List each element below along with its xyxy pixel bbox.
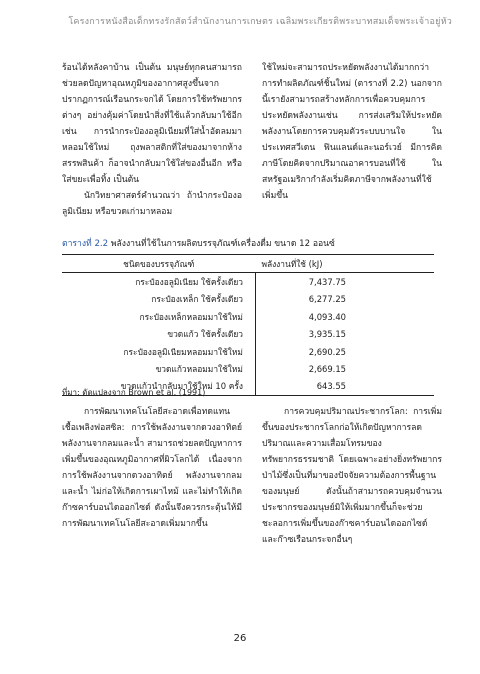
table-label: ตารางที่ 2.2: [62, 239, 109, 249]
bottom-text-columns: [62, 404, 442, 548]
table-cell: ขวดแก้ว ใช้ครั้งเดียว: [62, 326, 255, 343]
paragraph: การพัฒนาเทคโนโลยีสะอาดเพื่อทดแทนเชื้อเพลิงฟอสซิล: การใช้พลังงานจากดวงอาทิตย์ พลังงานจากลมและน้ำ สามารถช่วยลดปัญหาการเพิ่มขึ้นของอุณหภูมิอากาศที่ผิวโลกได้ เนื่องจากการใช้พลังงานจากดวงอาทิตย์ พลังงานจากลมและน้ำ ไม่ก่อให้เกิดการเผาไหม้ และไม่ทำให้เกิดก๊าซคาร์บอนไดออกไซด์ ดังนั้นจึงควรกระตุ้นให้มีการพัฒนาเทคโนโลยีสะอาดเพิ่มมากขึ้น: [62, 407, 242, 529]
table-cell: ขวดแก้วนำกลับมาใช้ใหม่ 10 ครั้ง: [62, 378, 255, 396]
running-header: โครงการหนังสือเด็กทรงรักสัตว์สำนักงานการเกษตร เฉลิมพระเกียรติพระบาทสมเด็จพระเจ้าอยู่หัว: [68, 17, 452, 27]
page-number: 26: [233, 633, 247, 644]
table-cell: 4,093.40: [308, 311, 346, 322]
paragraph: นักวิทยาศาสตร์คำนวณว่า ถ้านำกระป๋องอลูมิเนียม หรือขวดเก่ามาหลอม: [62, 191, 242, 217]
bottom-left-column: [62, 404, 242, 548]
paragraph: การควบคุมปริมาณประชากรโลก: การเพิ่มขึ้นของประชากรโลกก่อให้เกิดปัญหาการลดปริมาณและความเสื่อมโทรมของทรัพยากรธรรมชาติ โดยเฉพาะอย่างยิ่งทรัพยากรป่าไม้ซึ่งเป็นที่มาของปัจจัยความต้องการพื้นฐานของมนุษย์ ดังนั้นถ้าสามารถควบคุมจำนวนประชากรของมนุษย์มิให้เพิ่มมากขึ้นก็จะช่วยชะลอการเพิ่มขึ้นของก๊าซคาร์บอนไดออกไซด์และก๊าซเรือนกระจกอื่นๆ: [262, 407, 442, 545]
table-cell: ขวดแก้วหลอมมาใช้ใหม่: [62, 360, 255, 377]
table-cell: 2,690.25: [308, 346, 346, 357]
table-cell: 3,935.15: [308, 329, 346, 340]
table-row: [62, 273, 434, 291]
table-row: [62, 308, 434, 325]
table-cell: กระป๋องเหล็ก ใช้ครั้งเดียว: [62, 291, 255, 308]
table-row: [62, 343, 434, 360]
column-header: ชนิดของบรรจุภัณฑ์: [62, 255, 255, 273]
table-source: ที่มา: ดัดแปลงจาก Brown et al. (1991): [62, 388, 206, 397]
table-cell: กระป๋องอลูมิเนียม ใช้ครั้งเดียว: [62, 273, 255, 291]
top-text-columns: [62, 60, 442, 220]
column-header: พลังงานที่ใช้ (kJ): [255, 255, 434, 273]
table-cell: 643.55: [255, 378, 434, 396]
top-left-column: [62, 60, 242, 220]
top-right-column: [262, 60, 442, 220]
table-title: พลังงานที่ใช้ในการผลิตบรรจุภัณฑ์เครื่องดื่ม ขนาด 12 ออนซ์: [110, 239, 335, 249]
table-row: [62, 291, 434, 308]
table-row: [62, 360, 434, 377]
energy-table: [62, 254, 434, 396]
table-row: [62, 326, 434, 343]
table-cell: กระป๋องอลูมิเนียมหลอมมาใช้ใหม่: [62, 343, 255, 360]
table-header-row: [62, 255, 434, 273]
bottom-right-column: [262, 404, 442, 548]
table-cell: 2,669.15: [308, 364, 346, 375]
table-cell: 6,277.25: [308, 294, 346, 305]
table-cell: 7,437.75: [308, 277, 346, 288]
table-cell: กระป๋องเหล็กหลอมมาใช้ใหม่: [62, 308, 255, 325]
paragraph: ร้อนได้หลังคาบ้าน เป็นต้น มนุษย์ทุกคนสามารถช่วยลดปัญหาอุณหภูมิของอากาศสูงขึ้นจากปรากฏการณ์เรือนกระจกได้ โดยการใช้ทรัพยากรต่างๆ อย่างคุ้มค่าโดยนำสิ่งที่ใช้แล้วกลับมาใช้อีก เช่น การนำกระป๋องอลูมิเนียมที่ใส่น้ำอัดลมมาหลอมใช้ใหม่ ถุงพลาสติกที่ใส่ของมาจากห้างสรรพสินค้า ก็อาจนำกลับมาใช้ใส่ของอื่นอีก หรือใส่ขยะเพื่อทิ้ง เป็นต้น: [62, 63, 242, 185]
table-caption: [62, 238, 442, 250]
paragraph: ใช้ใหม่จะสามารถประหยัดพลังงานได้มากกว่าการทำผลิตภัณฑ์ชิ้นใหม่ (ตารางที่ 2.2) นอกจากนี้เรายังสามารถสร้างหลักการเพื่อควบคุมการประหยัดพลังงานเช่น การส่งเสริมให้ประหยัดพลังงานโดยการควบคุมตัวระบบบานใจ ในประเทศสวีเดน ฟินแลนด์และนอร์เวย์ มีการคิดภาษีโดยคิดจากปริมาณอาคารบอนที่ใช้ ในสหรัฐอเมริกากำลังเริ่มคิดภาษีจากพลังงานที่ใช้เพิ่มขึ้น: [262, 63, 442, 201]
